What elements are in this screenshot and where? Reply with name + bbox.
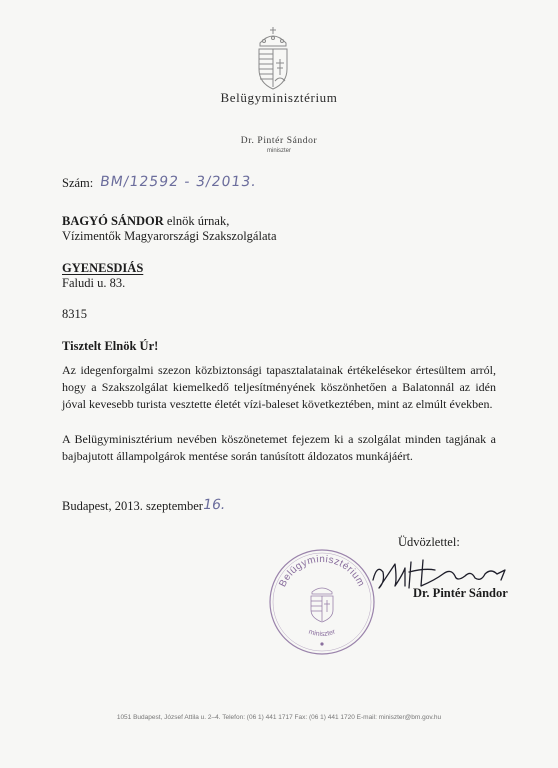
recipient-name: BAGYÓ SÁNDOR [62,214,164,228]
ministry-name: Belügyminisztérium [220,90,338,105]
recipient-title: elnök úrnak, [163,214,230,228]
date-text: Budapest, 2013. szeptember [62,499,203,513]
date-day-handwritten: 16. [201,497,227,513]
stamp-bottom-text: miniszter [307,628,337,639]
recipient-organization: Vízimentők Magyarországi Szakszolgálata [62,229,277,243]
recipient-line [62,214,229,229]
stamp-crest-icon [311,588,333,622]
reference-label: Szám: [62,176,94,190]
body-paragraph-2: A Belügyminisztérium nevében köszönetemet fejezem ki a szolgálat minden tagjának a bajbajutott állampolgárok mentése során tanúsított áldozatos munkájáért. [62,432,496,463]
minister-name: Dr. Pintér Sándor [240,136,318,146]
reference-number: BM/12592 - 3/2013. [98,174,258,190]
body-paragraph-1: Az idegenforgalmi szezon közbiztonsági tapasztalatainak értékelésekor értesültem arról, hogy a Szakszolgálat kiemelkedő teljesítményének köszönhetően a Balatonnál az idén jóval kevesebb turista vesztette életét vízi-baleset következtében, mint az elmúlt években. [62,363,496,411]
hungarian-coat-of-arms-icon [250,25,296,95]
recipient-city: GYENESDIÁS [62,261,144,275]
official-stamp [262,540,382,660]
recipient-street: Faludi u. 83. [62,276,126,290]
stamp-top-text: Belügyminisztérium [277,553,367,589]
closing-greeting: Üdvözlettel: [398,535,460,549]
recipient-zip: 8315 [62,307,87,321]
salutation: Tisztelt Elnök Úr! [62,339,159,353]
signer-name: Dr. Pintér Sándor [413,586,508,600]
footer-contact: 1051 Budapest, József Attila u. 2–4. Telefon: (06 1) 441 1717 Fax: (06 1) 441 1720 E-mail: miniszter@bm.gov.hu [116,714,442,721]
minister-title: miniszter [266,148,291,154]
